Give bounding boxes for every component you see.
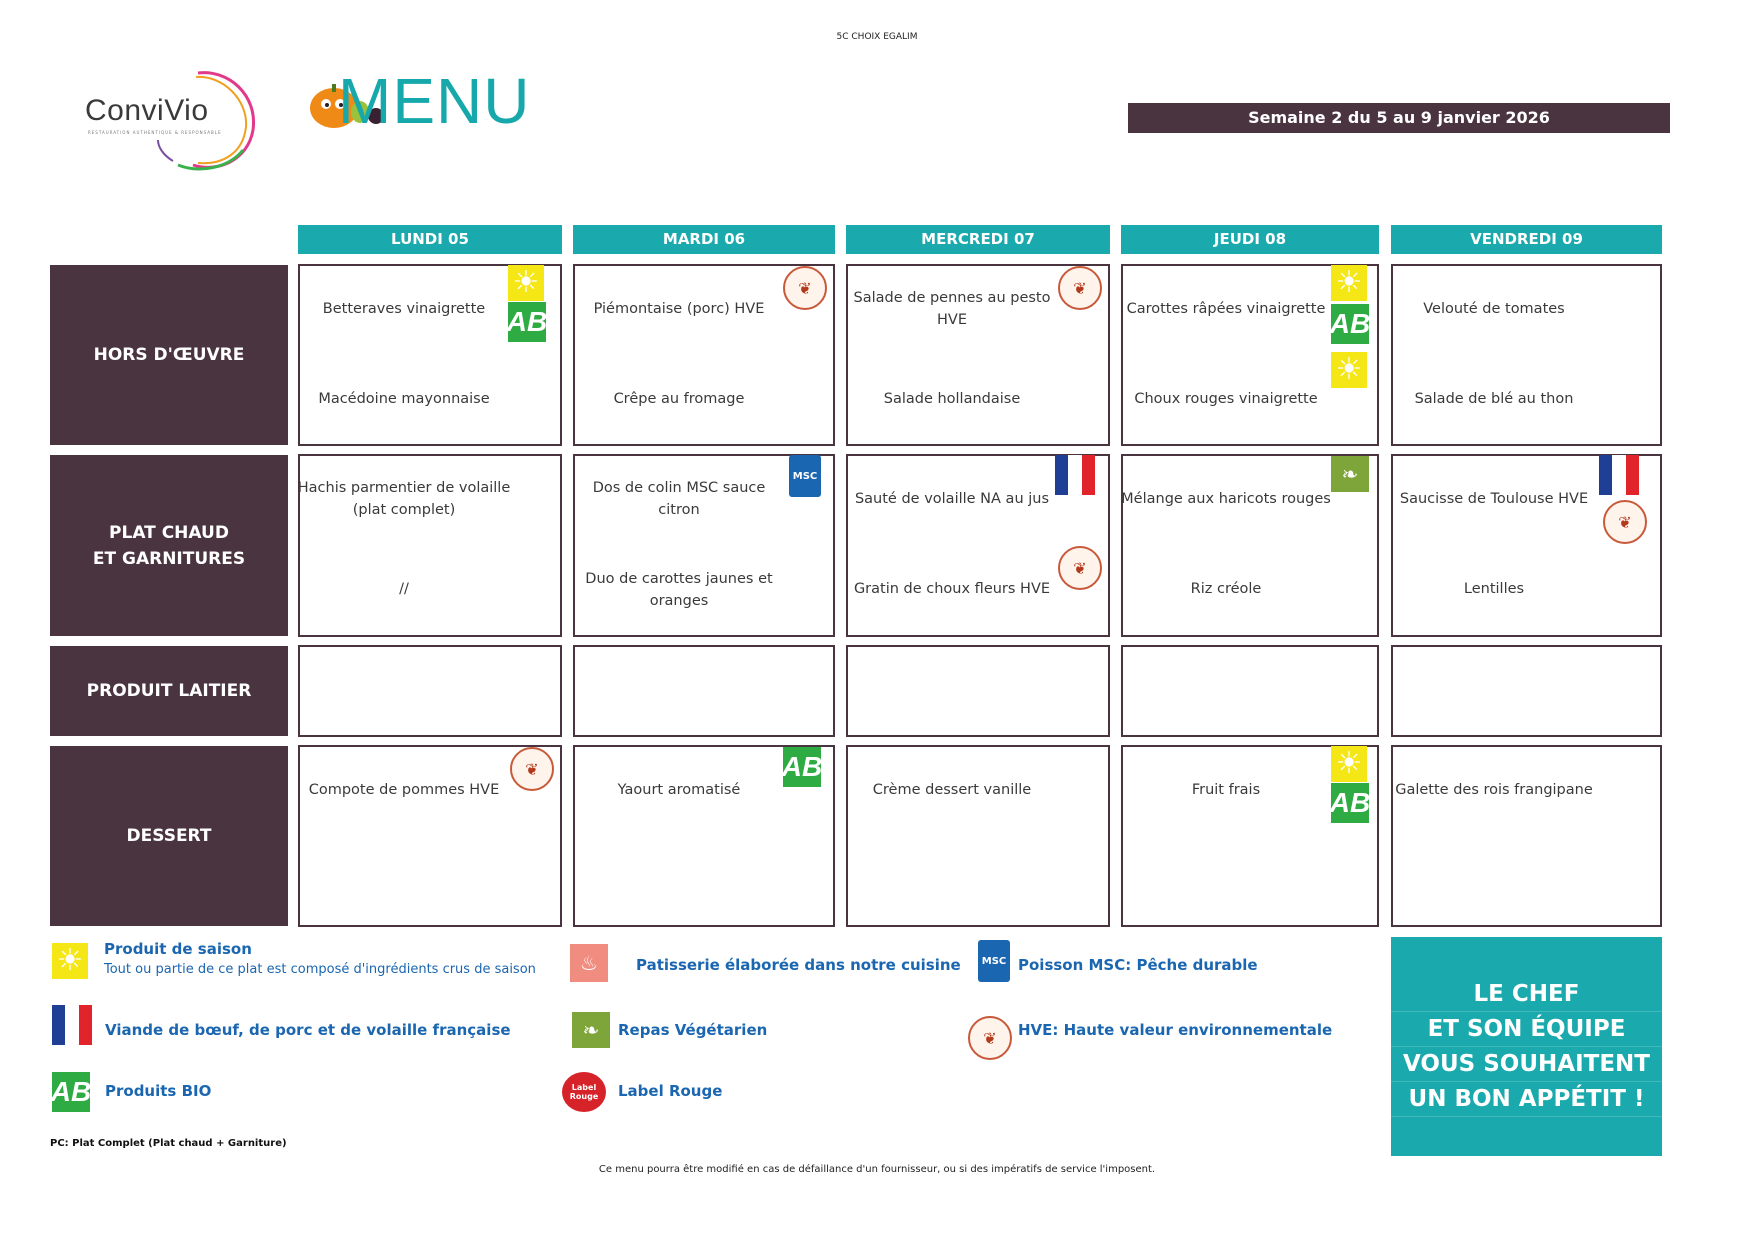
hve-seal-icon: ❦ [1058, 266, 1102, 310]
dish-text: Galette des rois frangipane [1395, 782, 1593, 798]
dish-text: Compote de pommes HVE [308, 782, 500, 798]
hve-seal-icon: ❦ [783, 266, 827, 310]
dish-text: Fruit frais [1191, 782, 1261, 798]
dish-text: Dos de colin MSC sauce citron [592, 480, 766, 518]
dish-text: Riz créole [1190, 581, 1262, 597]
legend-label-rouge: Label Rouge [618, 1082, 723, 1100]
menu-title: MENU [338, 65, 531, 137]
dish-text: Carottes râpées vinaigrette [1126, 301, 1326, 317]
legend-msc-icon: MSC [978, 940, 1010, 982]
legend-cupcake-icon: ♨ [570, 944, 608, 982]
legend-patisserie: Patisserie élaborée dans notre cuisine [636, 956, 961, 974]
legend-season-title: Produit de saison [104, 940, 252, 958]
dish-text: Hachis parmentier de volaille (plat complet) [297, 480, 511, 518]
season-sun-icon: ☀ [1331, 352, 1367, 388]
row-label-text: ET GARNITURES [92, 548, 246, 569]
hve-seal-icon: ❦ [510, 747, 554, 791]
disclaimer: Ce menu pourra être modifié en cas de défaillance d'un fournisseur, ou si des impératifs de service l'imposent. [598, 1164, 1156, 1175]
row-label-hors-doeuvre [50, 265, 288, 445]
dish-text: Lentilles [1463, 581, 1525, 597]
dish-text: Saucisse de Toulouse HVE [1399, 491, 1589, 507]
chef-line: VOUS SOUHAITENT [1391, 1047, 1662, 1082]
chef-line: UN BON APPÉTIT ! [1391, 1082, 1662, 1117]
bio-ab-icon: AB [783, 747, 821, 787]
cell-laitier-vendredi [1391, 645, 1662, 737]
row-label-produit-laitier [50, 646, 288, 736]
dish-text: Salade hollandaise [883, 391, 1021, 407]
row-label-text: PLAT CHAUD [109, 522, 229, 543]
row-label-dessert [50, 746, 288, 926]
legend-season-desc: Tout ou partie de ce plat est composé d'ingrédients crus de saison [104, 962, 536, 977]
row-label-text: HORS D'ŒUVRE [93, 345, 245, 365]
day-header-mercredi: MERCREDI 07 [846, 225, 1110, 254]
legend-vegetarian-icon: ❧ [572, 1012, 610, 1048]
dish-text: Salade de pennes au pesto HVE [853, 290, 1051, 328]
dish-text: Choux rouges vinaigrette [1134, 391, 1318, 407]
msc-fish-icon: MSC [789, 455, 821, 497]
french-flag-icon [1055, 455, 1095, 495]
dish-text: Sauté de volaille NA au jus [854, 491, 1050, 507]
dish-text: Crème dessert vanille [872, 782, 1032, 798]
bio-ab-icon: AB [1331, 783, 1369, 823]
legend-hve: HVE: Haute valeur environnementale [1018, 1021, 1333, 1039]
logo-wordmark: ConviVio [85, 94, 209, 127]
document-code: 5C CHOIX EGALIM [836, 32, 918, 42]
cell-laitier-lundi [298, 645, 562, 737]
dish-text: Velouté de tomates [1423, 301, 1565, 317]
dish-text: Betteraves vinaigrette [322, 301, 486, 317]
label-rouge-text: Label Rouge [569, 1083, 599, 1101]
bio-ab-icon: AB [508, 302, 546, 342]
logo-tagline: RESTAURATION AUTHENTIQUE & RESPONSABLE [88, 130, 222, 135]
chef-message-box [1391, 937, 1662, 1156]
chef-line: LE CHEF [1391, 977, 1662, 1012]
cell-dessert-mercredi [846, 745, 1110, 927]
cell-laitier-jeudi [1121, 645, 1379, 737]
week-banner: Semaine 2 du 5 au 9 janvier 2026 [1128, 103, 1670, 133]
dish-text: Gratin de choux fleurs HVE [853, 581, 1051, 597]
dish-text: Salade de blé au thon [1414, 391, 1574, 407]
season-sun-icon: ☀ [1331, 265, 1367, 301]
season-sun-icon: ☀ [1331, 746, 1367, 782]
day-header-vendredi: VENDREDI 09 [1391, 225, 1662, 254]
legend-hve-icon: ❦ [968, 1016, 1012, 1060]
row-label-text: DESSERT [126, 826, 212, 846]
dish-text: Mélange aux haricots rouges [1121, 491, 1331, 507]
cell-laitier-mardi [573, 645, 835, 737]
chef-line: ET SON ÉQUIPE [1391, 1012, 1662, 1047]
row-label-text: PRODUIT LAITIER [86, 681, 252, 701]
day-header-jeudi: JEUDI 08 [1121, 225, 1379, 254]
dish-text: Duo de carottes jaunes et oranges [585, 571, 773, 609]
dish-text: Macédoine mayonnaise [318, 391, 490, 407]
hve-seal-icon: ❦ [1603, 500, 1647, 544]
legend-french-flag-icon [52, 1005, 92, 1045]
dish-text: Yaourt aromatisé [617, 782, 741, 798]
footnote-pc: PC: Plat Complet (Plat chaud + Garniture) [50, 1138, 287, 1149]
legend-msc: Poisson MSC: Pêche durable [1018, 956, 1258, 974]
row-label-plat-chaud [50, 455, 288, 636]
french-flag-icon [1599, 455, 1639, 495]
cell-laitier-mercredi [846, 645, 1110, 737]
legend-season-icon: ☀ [52, 943, 88, 979]
legend-bio: Produits BIO [105, 1082, 212, 1100]
legend-viande: Viande de bœuf, de porc et de volaille française [105, 1021, 511, 1039]
legend-label-rouge-icon [562, 1072, 606, 1112]
dish-text: Crêpe au fromage [613, 391, 745, 407]
day-header-mardi: MARDI 06 [573, 225, 835, 254]
bio-ab-icon: AB [1331, 304, 1369, 344]
cell-hors-vendredi [1391, 264, 1662, 446]
legend-bio-icon: AB [52, 1072, 90, 1112]
vegetarian-leaf-icon: ❧ [1331, 456, 1369, 492]
season-sun-icon: ☀ [508, 265, 544, 301]
dish-text: Piémontaise (porc) HVE [593, 301, 765, 317]
dish-text: // [399, 581, 409, 597]
cell-dessert-vendredi [1391, 745, 1662, 927]
day-header-lundi: LUNDI 05 [298, 225, 562, 254]
hve-seal-icon: ❦ [1058, 546, 1102, 590]
legend-vegetarien: Repas Végétarien [618, 1021, 768, 1039]
